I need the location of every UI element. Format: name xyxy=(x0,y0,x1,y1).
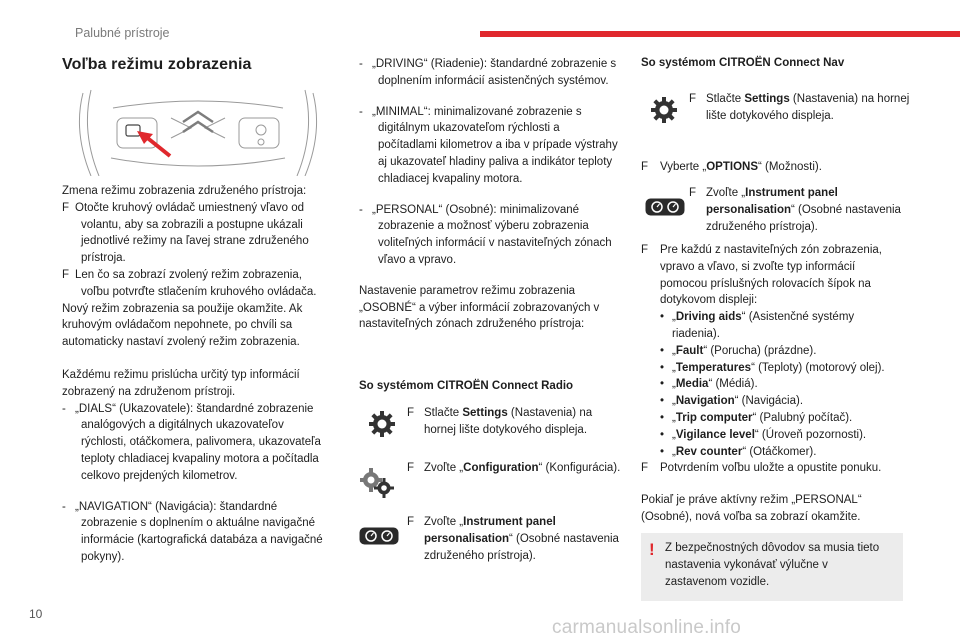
step-text: “ (Možnosti). xyxy=(758,161,822,173)
list-bullet: • xyxy=(660,428,665,441)
list-bullet: • xyxy=(660,361,665,374)
step-keyword: Settings xyxy=(744,93,790,105)
step-text: “ (Konfigurácia). xyxy=(538,462,621,474)
option-name: Temperatures xyxy=(675,361,752,374)
option-name: Rev counter xyxy=(675,445,743,458)
dash-mark: - xyxy=(359,105,363,118)
bullet-icon: F xyxy=(689,187,697,199)
list-bullet: • xyxy=(660,395,665,408)
step-text: (Nastavenia) na hornej lište dotykového displeja. xyxy=(424,407,593,436)
bullet-icon: F xyxy=(407,407,415,419)
zone-option-item xyxy=(641,393,903,410)
mode-text: „MINIMAL“: minimalizované zobrazenie s digitálnym ukazovateľom rýchlosti a počítadlami kilometrov a iba v prípade výstrahy aj ukazovateľ hladiny paliva a indikátor teploty chladiacej kvapaliny motora. xyxy=(372,105,618,185)
step-text: “ (Osobné nastavenia združeného prístroja). xyxy=(424,532,619,562)
personal-note: Pokiaľ je práve aktívny režim „PERSONAL“ (Osobné), nová voľba sa zobrazí okamžite. xyxy=(641,494,862,523)
watermark: carmanualsonline.info xyxy=(552,617,742,638)
step-text: “ (Osobné nastavenia združeného prístroja). xyxy=(706,203,901,233)
mode-item-navigation xyxy=(62,499,332,566)
bullet-icon: F xyxy=(689,93,697,105)
paragraph: Nastavenie parametrov režimu zobrazenia „OSOBNÉ“ a výber informácií zobrazovaných v nastaviteľných zónach združeného prístroja: xyxy=(359,284,600,331)
bullet-icon: F xyxy=(62,201,70,214)
step-text: Zvoľte „ xyxy=(424,462,464,474)
page-number: 10 xyxy=(29,607,43,621)
option-prefix: „ xyxy=(672,428,676,441)
option-description: “ (Porucha) (prázdne). xyxy=(703,344,817,357)
option-prefix: „ xyxy=(672,344,676,357)
nav-step-options xyxy=(641,159,920,176)
option-description: “ (Teploty) (motorový olej). xyxy=(751,361,885,374)
bullet-icon: F xyxy=(62,268,70,281)
step-keyword: Instrument panel personalisation xyxy=(424,516,556,545)
list-bullet: • xyxy=(660,378,665,391)
paragraph: Nový režim zobrazenia sa použije okamžite. Ak kruhovým ovládačom nepohnete, po chvíli sa automaticky nastaví zvolený režim zobrazenia. xyxy=(62,302,303,349)
zone-option-item xyxy=(641,360,903,377)
col2-text xyxy=(359,56,621,333)
radio-step-configuration xyxy=(407,460,624,477)
zone-option-item xyxy=(641,427,903,444)
option-description: “ (Palubný počítač). xyxy=(752,411,853,424)
step-keyword: Settings xyxy=(462,407,508,419)
col1-text xyxy=(62,183,332,566)
option-name: Media xyxy=(675,378,709,391)
mode-text: „NAVIGATION“ (Navigácia): štandardné zobrazenie s doplnením o aktuálne navigačné informácie (kartografická databáza a navigačné pokyny). xyxy=(75,500,323,563)
instrument-panel-icon xyxy=(645,198,685,216)
step-keyword: OPTIONS xyxy=(706,161,758,173)
confirm-item xyxy=(641,460,903,477)
option-description: “ (Asistenčné systémy riadenia). xyxy=(672,311,855,340)
zone-option-item xyxy=(641,444,903,461)
warning-icon: ! xyxy=(649,540,655,559)
section-label: Palubné prístroje xyxy=(75,26,170,40)
bullet-icon: F xyxy=(641,244,649,256)
mode-text: „DIALS“ (Ukazovatele): štandardné zobrazenie analógových a digitálnych ukazovateľov rýchlosti, otáčkomera, palivomera, ukazovateľa teploty chladiacej kvapaliny motora a počítadla celkovo prejdených kilometrov. xyxy=(75,402,321,482)
option-name: Navigation xyxy=(675,395,735,408)
option-prefix: „ xyxy=(672,361,676,374)
radio-step-personalisation xyxy=(407,514,629,564)
dash-mark: - xyxy=(359,58,363,70)
option-description: “ (Navigácia). xyxy=(734,395,804,408)
option-name: Fault xyxy=(675,344,704,357)
step-keyword: Instrument panel personalisation xyxy=(706,187,838,216)
list-bullet: • xyxy=(660,344,665,357)
page-title: Voľba režimu zobrazenia xyxy=(62,56,252,73)
dash-mark: - xyxy=(62,402,66,415)
step-text: Stlačte xyxy=(424,407,463,419)
option-description: “ (Úroveň pozornosti). xyxy=(754,428,867,441)
list-bullet: • xyxy=(660,311,665,324)
bullet-icon: F xyxy=(407,516,415,528)
step-text: (Nastavenia) na hornej lište dotykového displeja. xyxy=(706,93,910,122)
step-text: Vyberte „ xyxy=(660,161,707,173)
zone-option-item xyxy=(641,343,903,360)
mode-item-driving xyxy=(359,56,621,90)
mode-text: „PERSONAL“ (Osobné): minimalizované zobrazenie a možnosť výberu zobrazenia voliteľných informácií v nastaviteľných zónach vľavo a vpravo. xyxy=(372,203,612,266)
option-description: “ (Médiá). xyxy=(708,378,758,391)
nav-step-settings xyxy=(689,91,911,125)
zone-option-item xyxy=(641,309,903,343)
mode-item-minimal xyxy=(359,104,621,188)
header-accent-bar xyxy=(480,31,960,37)
dash-mark: - xyxy=(359,203,363,216)
confirm-text: Potvrdením voľbu uložte a opustite ponuku. xyxy=(660,462,882,475)
instrument-panel-icon xyxy=(359,527,399,545)
bullet-icon: F xyxy=(407,462,415,474)
option-description: “ (Otáčkomer). xyxy=(742,445,817,458)
intro-text: Zmena režimu zobrazenia združeného prístroja: xyxy=(62,185,307,197)
dash-mark: - xyxy=(62,500,66,513)
settings-gear-icon xyxy=(650,96,678,124)
option-prefix: „ xyxy=(672,445,676,458)
warning-text: Z bezpečnostných dôvodov sa musia tieto nastavenia vykonávať výlučne v zastavenom vozidle. xyxy=(665,542,880,588)
option-name: Vigilance level xyxy=(675,428,755,441)
nav-step-personalisation xyxy=(689,185,911,235)
radio-section-title: So systémom CITROËN Connect Radio xyxy=(359,380,574,392)
settings-gear-icon xyxy=(368,410,396,438)
radio-step-settings xyxy=(407,405,624,439)
zones-text: Pre každú z nastaviteľných zón zobrazenia, vpravo a vľavo, si zvoľte typ informácií pomocou príslušných rolovacích šípok na dotykovom displeji: xyxy=(660,244,882,307)
step-text: Zvoľte „ xyxy=(424,516,464,528)
mode-item-personal xyxy=(359,202,621,269)
step-text: Zvoľte „ xyxy=(706,187,746,199)
instruction-item xyxy=(62,267,332,301)
zone-option-item xyxy=(641,376,903,393)
list-bullet: • xyxy=(660,445,665,458)
zones-intro xyxy=(641,242,903,309)
configuration-gears-icon xyxy=(360,466,394,498)
zone-option-item xyxy=(641,410,903,427)
instruction-text: Len čo sa zobrazí zvolený režim zobrazenia, voľbu potvrďte stlačením kruhového ovládača. xyxy=(75,268,317,298)
zone-option-list xyxy=(641,309,903,460)
option-prefix: „ xyxy=(672,411,676,424)
paragraph: Každému režimu prislúcha určitý typ informácií zobrazený na združenom prístroji. xyxy=(62,368,300,398)
mode-item-dials xyxy=(62,401,332,485)
option-name: Trip computer xyxy=(675,411,753,424)
step-text: Stlačte xyxy=(706,93,745,105)
nav-section-title: So systémom CITROËN Connect Nav xyxy=(641,57,845,69)
option-name: Driving aids xyxy=(675,311,742,324)
list-bullet: • xyxy=(660,411,665,424)
bullet-icon: F xyxy=(641,462,649,475)
option-prefix: „ xyxy=(672,395,676,408)
steering-wheel-illustration xyxy=(73,88,323,176)
instruction-item xyxy=(62,200,332,267)
bullet-icon: F xyxy=(641,161,649,173)
instruction-text: Otočte kruhový ovládač umiestnený vľavo od volantu, aby sa zobrazili a postupne ukázali jednotlivé režimy na ľavej strane združeného prístroja. xyxy=(75,201,309,265)
zones-block xyxy=(641,242,903,526)
option-prefix: „ xyxy=(672,311,676,324)
mode-text: „DRIVING“ (Riadenie): štandardné zobrazenie s doplnením informácií asistenčných systémov. xyxy=(372,58,617,87)
option-prefix: „ xyxy=(672,378,676,391)
step-keyword: Configuration xyxy=(463,462,539,474)
